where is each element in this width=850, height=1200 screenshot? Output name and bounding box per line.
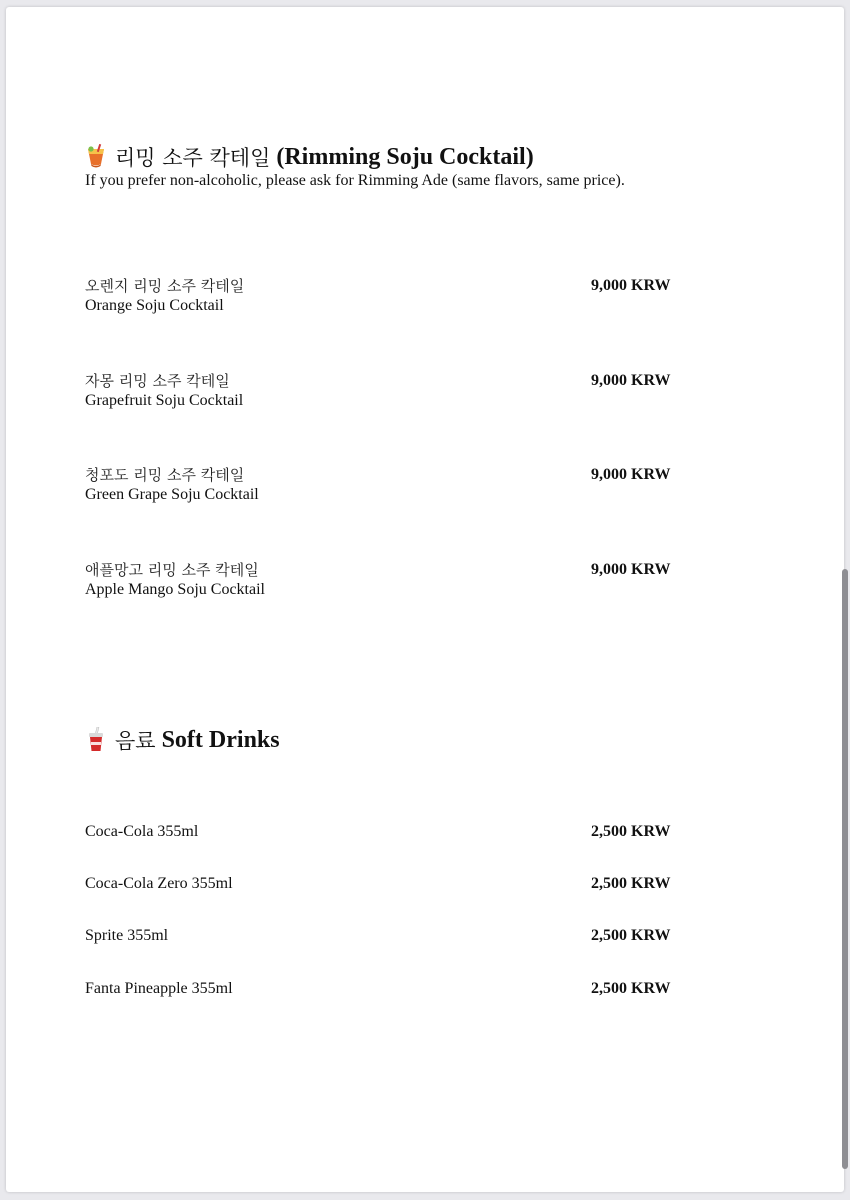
item-price: 2,500 KRW <box>591 927 671 944</box>
item-name-korean: 애플망고 리밍 소주 칵테일 <box>85 561 259 579</box>
item-name-english: Grapefruit Soju Cocktail <box>85 392 244 409</box>
item-price: 2,500 KRW <box>591 823 671 840</box>
menu-item <box>85 560 685 600</box>
item-price: 9,000 KRW <box>591 277 671 294</box>
item-price: 9,000 KRW <box>591 466 671 483</box>
non-alcoholic-note: If you prefer non-alcoholic, please ask for Rimming Ade (same flavors, same price). <box>85 172 625 189</box>
cocktail-section-title <box>85 142 534 172</box>
item-name-korean: 자몽 리밍 소주 칵테일 <box>85 372 230 390</box>
cocktail-title-english: (Rimming Soju Cocktail) <box>276 143 534 170</box>
item-name-english: Coca-Cola Zero 355ml <box>85 875 233 892</box>
menu-item <box>85 276 685 316</box>
item-name-english: Orange Soju Cocktail <box>85 297 224 314</box>
cup-with-straw-icon <box>85 727 107 753</box>
item-price: 9,000 KRW <box>591 372 671 389</box>
soft-drinks-title-english: Soft Drinks <box>161 726 280 753</box>
item-name-english: Sprite 355ml <box>85 927 169 944</box>
item-price: 9,000 KRW <box>591 561 671 578</box>
item-name-english: Fanta Pineapple 355ml <box>85 980 233 997</box>
item-name-korean: 청포도 리밍 소주 칵테일 <box>85 466 245 484</box>
item-price: 2,500 KRW <box>591 980 671 997</box>
item-name-english: Apple Mango Soju Cocktail <box>85 581 265 598</box>
menu-item <box>85 873 685 895</box>
tropical-drink-icon <box>85 144 107 170</box>
soft-drinks-section-title <box>85 725 280 755</box>
item-name-korean: 오렌지 리밍 소주 칵테일 <box>85 277 245 295</box>
item-name-english: Green Grape Soju Cocktail <box>85 486 259 503</box>
cocktail-title-korean: 리밍 소주 칵테일 <box>115 146 271 170</box>
menu-item <box>85 371 685 411</box>
menu-item <box>85 978 685 1000</box>
document-page <box>6 7 844 1192</box>
menu-item <box>85 465 685 505</box>
item-name-english: Coca-Cola 355ml <box>85 823 199 840</box>
vertical-scrollbar[interactable] <box>842 569 848 1169</box>
menu-item <box>85 925 685 947</box>
soft-drinks-title-korean: 음료 <box>115 729 156 753</box>
menu-item <box>85 821 685 843</box>
item-price: 2,500 KRW <box>591 875 671 892</box>
